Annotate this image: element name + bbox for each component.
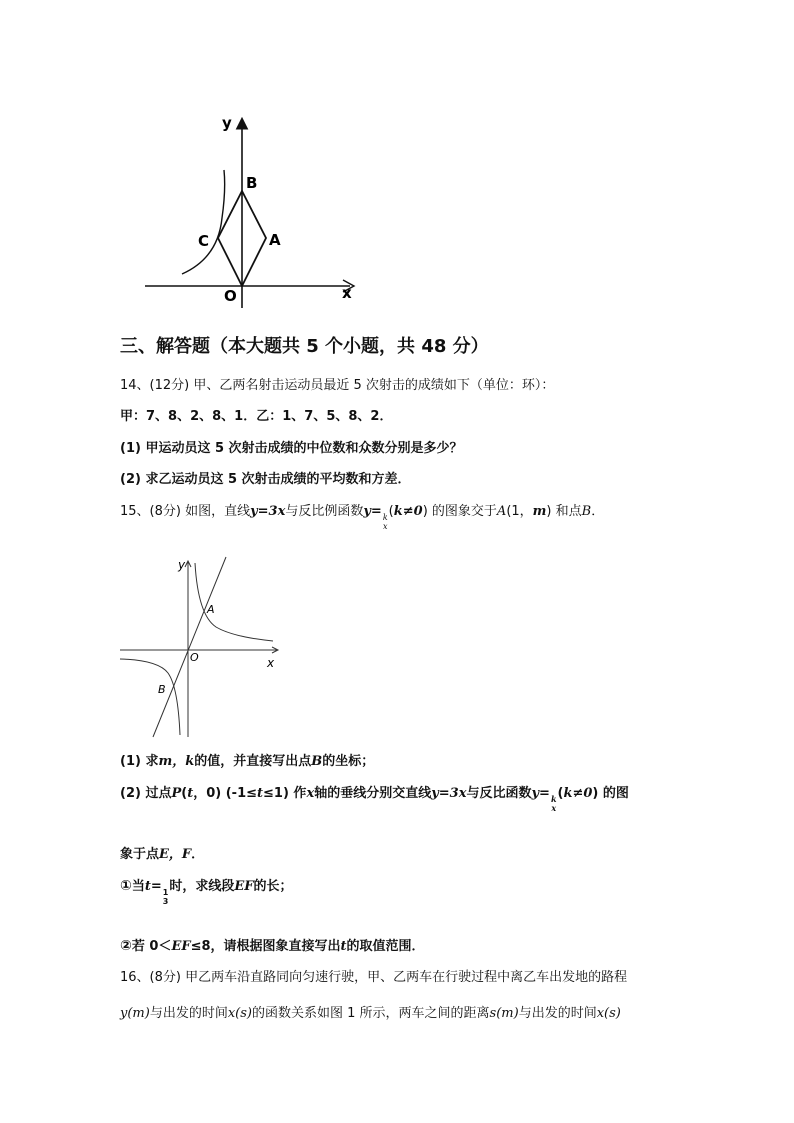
q15-stem: 15、(8分) 如图，直线y=3x与反比例函数y= k x (k≠0) 的图象交于A(1，m) 和点B． xyxy=(120,504,605,531)
q15-part2-cont: 象于点E，F． xyxy=(120,847,205,862)
fig1-x-label: x xyxy=(342,284,352,302)
rhombus-figure xyxy=(140,108,370,318)
hyperbola-curve xyxy=(182,170,225,274)
section-heading: 三、解答题（本大题共 5 个小题，共 48 分） xyxy=(120,336,489,357)
q15-case1-fraction: 1 3 xyxy=(162,887,169,906)
q15-case2: ②若 0＜EF≤8，请根据图象直接写出t的取值范围． xyxy=(120,938,425,954)
fig2-a-label: A xyxy=(207,603,215,616)
fig2-hyperbola-upper xyxy=(195,563,273,641)
q14-stem: 14、(12分) 甲、乙两名射击运动员最近 5 次射击的成绩如下（单位：环）： xyxy=(120,378,555,393)
q15-part2-fraction: k x xyxy=(550,793,557,813)
q16-line1: 16、(8分) 甲乙两车沿直路同向匀速行驶，甲、乙两车在行驶过程中离乙车出发地的路程 xyxy=(120,970,628,985)
hyperbola-line-figure xyxy=(118,555,298,740)
q15-fraction: k x xyxy=(382,512,388,531)
fig2-hyperbola-lower xyxy=(120,659,180,735)
fig1-b-label: B xyxy=(246,174,258,192)
fig1-a-label: A xyxy=(269,231,281,249)
fig2-x-label: x xyxy=(267,656,275,670)
circled-two: ② xyxy=(120,938,132,954)
fig1-c-label: C xyxy=(198,232,210,250)
q15-part1: (1) 求m，k的值，并直接写出点B的坐标； xyxy=(120,754,375,769)
fig2-b-label: B xyxy=(158,683,166,696)
fig2-y-label: y xyxy=(178,558,186,572)
q14-part1: (1) 甲运动员这 5 次射击成绩的中位数和众数分别是多少？ xyxy=(120,441,463,456)
q16-line2: y(m)与出发的时间x(s)的函数关系如图 1 所示，两车之间的距离s(m)与出发的时间x(s) xyxy=(120,1006,621,1021)
fig2-line xyxy=(153,557,226,737)
fig1-o-label: O xyxy=(224,287,237,305)
q15-part2: (2) 过点P(t，0) (-1≤t≤1) 作x轴的垂线分别交直线y=3x与反比函数y= k x (k≠0) 的图 xyxy=(120,786,629,813)
fig1-y-label: y xyxy=(222,114,232,132)
q14-data: 甲：7、8、2、8、1．乙：1、7、5、8、2． xyxy=(120,409,393,424)
fig2-o-label: O xyxy=(190,651,199,664)
q14-part2: (2) 求乙运动员这 5 次射击成绩的平均数和方差． xyxy=(120,472,411,487)
circled-one: ① xyxy=(120,878,132,894)
q15-case1: ①当t= 1 3 时，求线段EF的长； xyxy=(120,878,293,906)
